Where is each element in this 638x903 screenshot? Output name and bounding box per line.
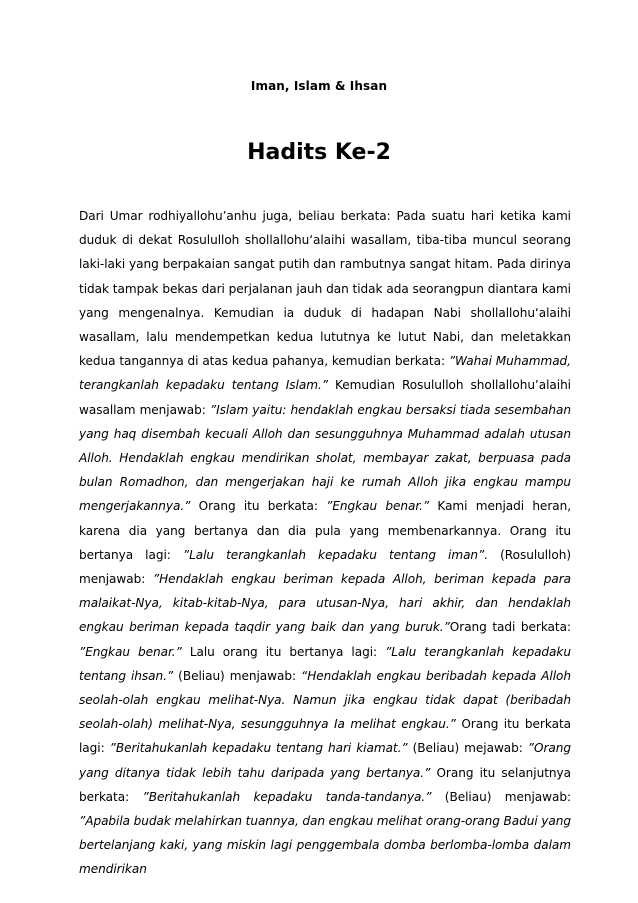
italic-text-segment: ”Lalu terangkanlah kepadaku tentang ihsan.” <box>79 644 571 683</box>
text-segment: Orang itu berkata lagi: <box>79 717 571 756</box>
text-segment: (Beliau) mejawab: <box>407 741 528 756</box>
text-segment: Lalu orang itu bertanya lagi: <box>181 644 386 659</box>
text-segment: Orang itu selanjutnya berkata: <box>79 765 572 804</box>
italic-text-segment: ”Wahai Muhammad, terangkanlah kepadaku tentang Islam.” <box>79 354 571 393</box>
text-segment: (Beliau) menjawab: <box>431 789 572 804</box>
italic-text-segment: ”Islam yaitu: hendaklah engkau bersaksi tiada sesembahan yang haq disembah kecuali Alloh dan sesungguhnya Muhammad adalah utusan Alloh. Hendaklah engkau mendirikan sholat, membayar zakat, berpuasa pada bulan Romadhon, dan mengerjakan haji ke rumah Alloh jika engkau mampu mengerjakannya.” <box>79 402 572 514</box>
text-segment: Kami menjadi heran, karena dia yang bertanya dan dia pula yang membenarkannya. Orang itu bertanya lagi: <box>79 499 572 562</box>
italic-text-segment: “Hendaklah engkau beribadah kepada Alloh seolah-olah engkau melihat-Nya. Namun jika engkau tidak dapat (beribadah seolah-olah) melihat-Nya, sesungguhnya Ia melihat engkau.” <box>79 668 571 732</box>
hadith-body-paragraph <box>79 204 571 882</box>
italic-text-segment: ”Engkau benar.” <box>79 644 182 659</box>
italic-text-segment: ”Apabila budak melahirkan tuannya, dan engkau melihat orang-orang Badui yang bertelanjang kaki, yang miskin lagi penggembala domba berlomba-lomba dalam mendirikan <box>79 814 571 877</box>
italic-text-segment: ”Beritahukanlah kepadaku tentang hari kiamat.” <box>109 741 408 756</box>
text-segment: (Rosululloh) menjawab: <box>79 547 572 587</box>
italic-text-segment: ”Engkau benar.” <box>326 499 430 514</box>
text-segment: Dari Umar rodhiyallohu’anhu juga, beliau berkata: Pada suatu hari ketika kami duduk di dekat Rosululloh shollallohu‘alaihi wasallam, tiba-tiba muncul seorang laki-laki yang berpakaian sangat putih dan rambutnya sangat hitam. Pada dirinya tidak tampak bekas dari perjalanan jauh dan tidak ada seorangpun diantara kami yang mengenalnya. Kemudian ia duduk di hadapan Nabi shollallohu‘alaihi wasallam, lalu mendempetkan kedua lututnya ke lutut Nabi, dan meletakkan kedua tangannya di atas kedua pahanya, kemudian berkata: <box>79 209 571 369</box>
page-header: Iman, Islam & Ihsan <box>250 79 388 93</box>
italic-text-segment: ”Beritahukanlah kepadaku tanda-tandanya.” <box>142 789 432 804</box>
page-title: Hadits Ke-2 <box>247 140 391 165</box>
italic-text-segment: ”Lalu terangkanlah kepadaku tentang iman”. <box>182 547 489 562</box>
text-segment: Orang itu berkata: <box>190 499 327 514</box>
text-segment: (Beliau) menjawab: <box>173 668 301 683</box>
text-segment: Kemudian Rosululloh shollallohu’alaihi wasallam menjawab: <box>79 378 571 417</box>
italic-text-segment: ”Orang yang ditanya tidak lebih tahu daripada yang bertanya.” <box>79 741 572 780</box>
text-segment: Orang tadi berkata: <box>449 620 571 635</box>
italic-text-segment: ”Hendaklah engkau beriman kepada Alloh, beriman kepada para malaikat-Nya, kitab-kitab-Nya, para utusan-Nya, hari akhir, dan hendaklah engkau beriman kepada taqdir yang baik dan yang buruk.” <box>79 572 571 635</box>
